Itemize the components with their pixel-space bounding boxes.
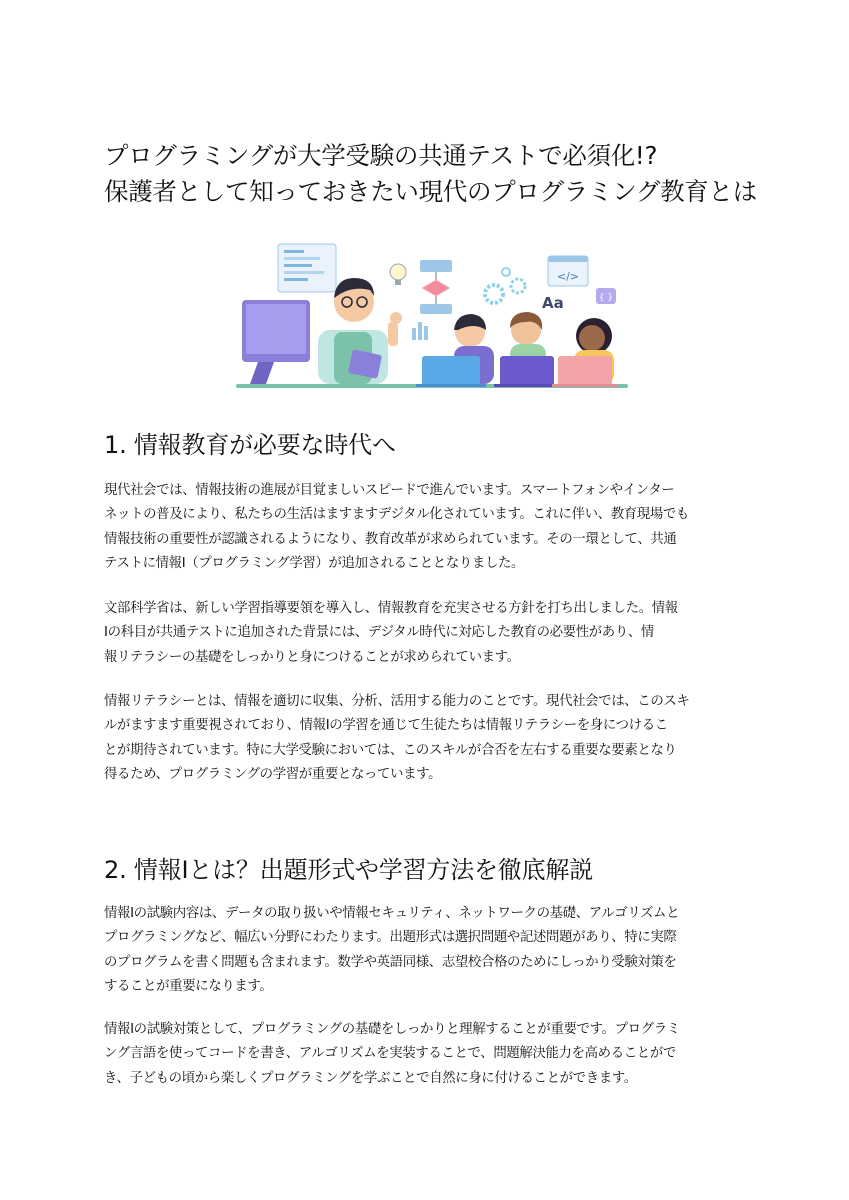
text-line: 情報Ⅰの試験対策として、プログラミングの基礎をしっかりと理解することが重要です。プログラミ — [104, 1022, 680, 1037]
text-line: ネットの普及により、私たちの生活はますますデジタル化されています。これに伴い、教育現場でも — [104, 507, 689, 523]
section1-paragraph-2 — [104, 597, 752, 670]
svg-text:{ }: { } — [598, 293, 614, 303]
text-line: ルがますます重要視されており、情報Ⅰの学習を通じて生徒たちは情報リテラシーを身につけるこ — [104, 718, 668, 734]
svg-text:Aa: Aa — [542, 294, 564, 312]
text-line: テストに情報Ⅰ（プログラミング学習）が追加されることとなりました。 — [104, 556, 525, 572]
section1-paragraph-3 — [104, 690, 752, 788]
title-line-2: 保護者として知っておきたい現代のプログラミング教育とは — [104, 177, 757, 206]
section2-paragraph-1 — [104, 902, 752, 1000]
section2-paragraph-2 — [104, 1018, 752, 1091]
section2-heading: 2. 情報Ⅰとは？出題形式や学習方法を徹底解説 — [104, 856, 594, 884]
section1-heading: 1. 情報教育が必要な時代へ — [104, 431, 396, 459]
section1-paragraph-1 — [104, 479, 752, 577]
page-title — [104, 138, 804, 210]
text-line: ング言語を使ってコードを書き、アルゴリズムを実装することで、問題解決能力を高めることがで — [104, 1046, 676, 1062]
text-line: 得るため、プログラミングの学習が重要となっています。 — [104, 767, 442, 783]
programming-class-illustration-icon — [236, 242, 632, 394]
text-line: 情報リテラシーとは、情報を適切に収集、分析、活用する能力のことです。現代社会では、このスキ — [104, 694, 690, 709]
text-line: 報リテラシーの基礎をしっかりと身につけることが求められています。 — [104, 649, 520, 665]
text-line: Ⅰの科目が共通テストに追加された背景には、デジタル時代に対応した教育の必要性があり、情 — [104, 625, 654, 641]
text-line: のプログラムを書く問題も含まれます。数学や英語同様、志望校合格のためにしっかり受験対策を — [104, 954, 677, 970]
text-line: き、子どもの頃から楽しくプログラミングを学ぶことで自然に身に付けることができます。 — [104, 1070, 637, 1086]
text-line: 情報技術の重要性が認識されるようになり、教育改革が求められています。その一環として、共通 — [104, 531, 677, 547]
title-line-1: プログラミングが大学受験の共通テストで必須化!? — [104, 141, 658, 170]
text-line: プログラミングなど、幅広い分野にわたります。出題形式は選択問題や記述問題があり、特に実際 — [104, 930, 677, 946]
text-line: 情報Ⅰの試験内容は、データの取り扱いや情報セキュリティ、ネットワークの基礎、アルゴリズムと — [104, 906, 680, 921]
text-line: 現代社会では、情報技術の進展が目覚ましいスピードで進んでいます。スマートフォンやインター — [104, 483, 675, 498]
text-line: することが重要になります。 — [104, 979, 273, 995]
text-line: 文部科学省は、新しい学習指導要領を導入し、情報教育を充実させる方針を打ち出しました。情報 — [104, 601, 678, 616]
text-line: とが期待されています。特に大学受験においては、このスキルが合否を左右する重要な要素となり — [104, 742, 677, 758]
svg-text:</>: </> — [556, 270, 580, 283]
